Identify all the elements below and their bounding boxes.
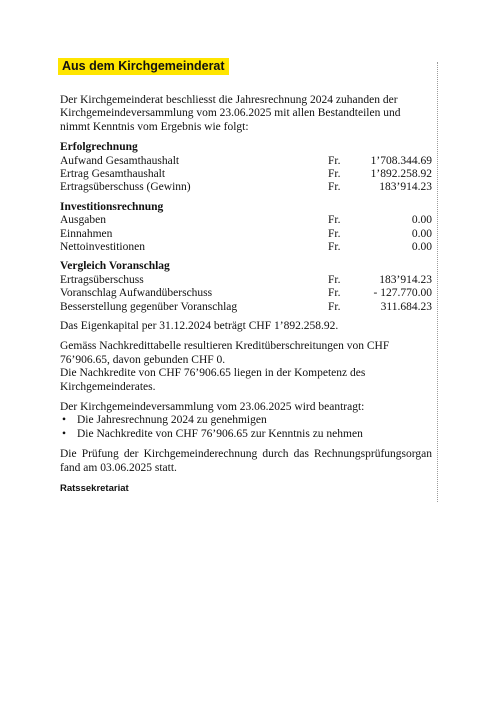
table-row [60, 301, 432, 314]
dotted-divider [437, 62, 438, 502]
row-amount: 0.00 [411, 214, 432, 227]
document-body [60, 94, 432, 495]
row-label: Ertragsüberschuss [60, 273, 144, 286]
row-amount: 0.00 [411, 227, 432, 240]
row-amount: 183’914.23 [379, 273, 432, 286]
row-currency: Fr. [328, 181, 341, 194]
section-title-vergleich-voranschlag: Vergleich Voranschlag [60, 260, 170, 273]
row-amount: 1’708.344.69 [370, 154, 432, 167]
section-title-investitionsrechnung: Investitionsrechnung [60, 200, 164, 213]
table-row [60, 241, 432, 254]
row-label: Voranschlag Aufwandüberschuss [60, 287, 213, 300]
table-investitionsrechnung [60, 214, 432, 254]
list-item: • Die Nachkredite von CHF 76’906.65 zur Kenntnis zu nehmen [60, 428, 432, 441]
table-row [60, 155, 432, 168]
section-title-erfolgrechnung: Erfolgrechnung [60, 141, 138, 154]
audit-paragraph: Die Prüfung der Kirchgemeinderechnung durch das Rechnungsprüfungsorgan fand am 03.06.2025 statt. [60, 448, 432, 474]
table-row [60, 214, 432, 227]
table-erfolgrechnung [60, 155, 432, 195]
intro-paragraph: Der Kirchgemeinderat beschliesst die Jahresrechnung 2024 zuhanden der Kirchgemeindeversammlung vom 23.06.2025 mit allen Bestandteilen und nimmt Kenntnis vom Ergebnis wie folgt: [60, 94, 401, 133]
list-item: • Die Jahresrechnung 2024 zu genehmigen [60, 414, 432, 427]
row-currency: Fr. [328, 300, 341, 313]
row-currency: Fr. [328, 287, 341, 300]
row-label: Nettoinvestitionen [60, 240, 145, 253]
row-amount: - 127.770.00 [373, 287, 432, 300]
row-label: Einnahmen [60, 227, 113, 240]
equity-paragraph: Das Eigenkapital per 31.12.2024 beträgt CHF 1’892.258.92. [60, 319, 339, 332]
table-row [60, 168, 432, 181]
row-label: Ertrag Gesamthaushalt [60, 168, 166, 181]
table-row [60, 287, 432, 300]
section-heading: Aus dem Kirchgemeinderat [58, 58, 229, 75]
row-amount: 1’892.258.92 [370, 168, 432, 181]
motion-intro: Der Kirchgemeindeversammlung vom 23.06.2025 wird beantragt: [60, 400, 365, 413]
motion-list [60, 414, 432, 441]
row-label: Besserstellung gegenüber Voranschlag [60, 300, 238, 313]
table-row [60, 181, 432, 194]
row-currency: Fr. [328, 240, 341, 253]
row-amount: 0.00 [411, 240, 432, 253]
row-label: Ausgaben [60, 214, 106, 227]
table-row [60, 228, 432, 241]
credits-line-1: Gemäss Nachkredittabelle resultieren Kreditüberschreitungen von CHF 76’906.65, davon gebunden CHF 0. [60, 340, 390, 366]
row-currency: Fr. [328, 227, 341, 240]
signature: Ratssekretariat [60, 483, 129, 495]
credits-line-2: Die Nachkredite von CHF 76’906.65 liegen in der Kompetenz des Kirchgemeinderates. [60, 367, 366, 393]
row-currency: Fr. [328, 154, 341, 167]
row-amount: 183’914.23 [379, 181, 432, 194]
row-label: Ertragsüberschuss (Gewinn) [60, 181, 191, 194]
credits-paragraph [60, 340, 432, 394]
table-row [60, 274, 432, 287]
row-label: Aufwand Gesamthaushalt [60, 154, 180, 167]
row-amount: 311.684.23 [380, 300, 432, 313]
row-currency: Fr. [328, 214, 341, 227]
row-currency: Fr. [328, 273, 341, 286]
row-currency: Fr. [328, 168, 341, 181]
table-vergleich-voranschlag [60, 274, 432, 314]
